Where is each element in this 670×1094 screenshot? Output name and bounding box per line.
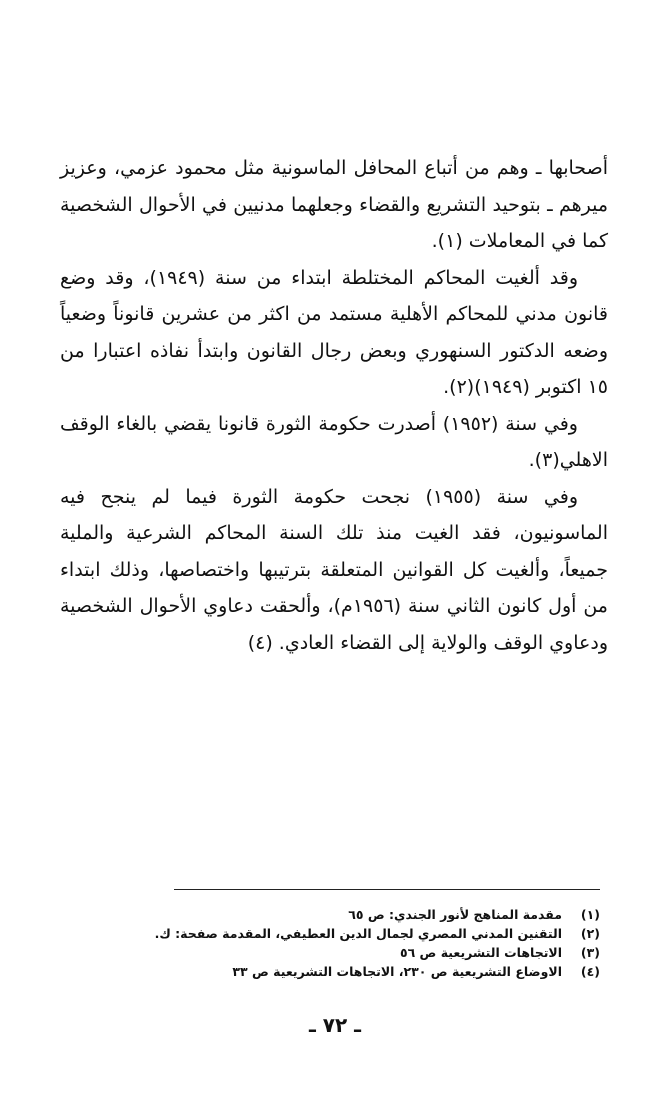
footnotes <box>150 905 600 981</box>
footnote-3 <box>150 943 600 962</box>
footnote-text: مقدمة المناهج لأنور الجندي: ص ٦٥ <box>348 907 562 922</box>
paragraph-1: أصحابها ـ وهم من أتباع المحافل الماسونية مثل محمود عزمي، وعزيز ميرهم ـ بتوحيد التشريع والقضاء وجعلهما مدنيين في الأحوال الشخصية كما في المعاملات (١). <box>60 157 608 252</box>
footnote-number: (٤) <box>580 964 600 979</box>
paragraph-2: وقد ألغيت المحاكم المختلطة ابتداء من سنة (١٩٤٩)، وقد وضع قانون مدني للمحاكم الأهلية مستمد من اكثر من عشرين قانوناً وضعياً وضعه الدكتور السنهوري وبعض رجال القانون وابتدأ نفاذه اعتبارا من ١٥ اكتوبر (١٩٤٩)(٢). <box>60 266 608 398</box>
footnote-text: التقنين المدني المصري لجمال الدين العطيفي، المقدمة صفحة: ك. <box>154 926 562 941</box>
paragraph-4: وفي سنة (١٩٥٥) نجحت حكومة الثورة فيما لم ينجح فيه الماسونيون، فقد الغيت منذ تلك السنة المحاكم الشرعية والملية جميعاً، وألغيت كل القوانين المتعلقة بترتيبها واختصاصها، وذلك ابتداء من أول كانون الثاني سنة (١٩٥٦م)، وألحقت دعاوي الأحوال الشخصية ودعاوي الوقف والولاية إلى القضاء العادي. (٤) <box>60 485 608 654</box>
footnote-text: الاوضاع التشريعية ص ٢٣٠، الاتجاهات التشريعية ص ٣٣ <box>232 964 562 979</box>
footnote-text: الاتجاهات التشريعية ص ٥٦ <box>399 945 562 960</box>
footnote-number: (١) <box>580 907 600 922</box>
footnote-number: (٣) <box>580 945 600 960</box>
body-text <box>60 150 608 661</box>
footnote-4 <box>150 962 600 981</box>
footnote-divider <box>174 889 600 890</box>
paragraph-3: وفي سنة (١٩٥٢) أصدرت حكومة الثورة قانونا يقضي بالغاء الوقف الاهلي(٣). <box>60 412 608 471</box>
page-number: ـ ٧٢ ـ <box>308 1013 362 1037</box>
footnote-number: (٢) <box>580 926 600 941</box>
footnote-2 <box>150 924 600 943</box>
footnote-1 <box>150 905 600 924</box>
